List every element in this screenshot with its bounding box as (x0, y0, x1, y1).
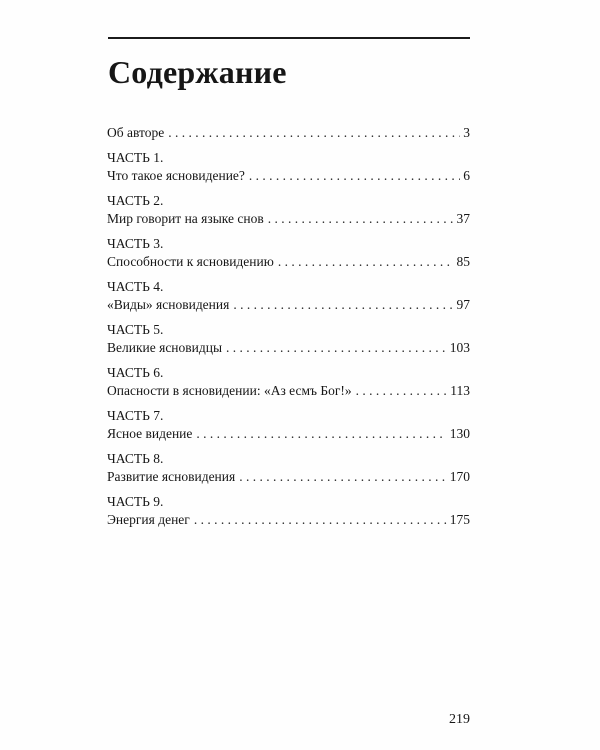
toc-page-number: 97 (456, 297, 470, 312)
toc-entry-title: Мир говорит на языке снов (107, 211, 264, 226)
dot-leader (226, 339, 447, 357)
toc-page-number: 37 (456, 211, 470, 226)
toc-line (107, 253, 470, 271)
part-label: ЧАСТЬ 4. (107, 279, 164, 294)
table-of-contents (107, 124, 470, 536)
toc-entry-title: Способности к ясновидению (107, 254, 274, 269)
part-label: ЧАСТЬ 7. (107, 408, 164, 423)
toc-page-number: 85 (456, 254, 470, 269)
toc-entry-part-9 (107, 493, 470, 529)
part-label: ЧАСТЬ 1. (107, 150, 164, 165)
part-label: ЧАСТЬ 3. (107, 236, 164, 251)
dot-leader (233, 296, 453, 314)
toc-line (107, 167, 470, 185)
toc-page-number: 113 (450, 383, 470, 398)
toc-line (107, 296, 470, 314)
toc-entry-title: Опасности в ясновидении: «Аз есмъ Бог!» (107, 383, 352, 398)
toc-line (107, 468, 470, 486)
toc-entry-part-1 (107, 149, 470, 185)
toc-line (107, 124, 470, 142)
toc-page-number: 103 (449, 340, 470, 355)
dot-leader (249, 167, 460, 185)
dot-leader (239, 468, 447, 486)
toc-entry-part-6 (107, 364, 470, 400)
part-label: ЧАСТЬ 9. (107, 494, 164, 509)
toc-entry-intro (107, 124, 470, 142)
toc-entry-part-3 (107, 235, 470, 271)
page-number: 219 (449, 712, 470, 727)
toc-page-number: 6 (463, 168, 470, 183)
toc-line (107, 382, 470, 400)
dot-leader (268, 210, 454, 228)
dot-leader (356, 382, 448, 400)
toc-entry-part-4 (107, 278, 470, 314)
dot-leader (196, 425, 446, 443)
toc-entry-part-7 (107, 407, 470, 443)
toc-entry-title: Развитие ясновидения (107, 469, 236, 484)
toc-line (107, 425, 470, 443)
toc-entry-part-5 (107, 321, 470, 357)
toc-entry-title: Великие ясновидцы (107, 340, 223, 355)
toc-line (107, 339, 470, 357)
toc-page-number: 3 (463, 125, 470, 140)
dot-leader (168, 124, 460, 142)
dot-leader (194, 511, 447, 529)
toc-line (107, 511, 470, 529)
toc-page-number: 170 (449, 469, 470, 484)
part-label: ЧАСТЬ 2. (107, 193, 164, 208)
toc-entry-part-8 (107, 450, 470, 486)
part-label: ЧАСТЬ 8. (107, 451, 164, 466)
toc-entry-title: Ясное видение (107, 426, 193, 441)
part-label: ЧАСТЬ 6. (107, 365, 164, 380)
toc-entry-title: «Виды» ясновидения (107, 297, 230, 312)
toc-entry-title: Об авторе (107, 125, 165, 140)
part-label: ЧАСТЬ 5. (107, 322, 164, 337)
header-rule (108, 37, 470, 39)
dot-leader (278, 253, 454, 271)
toc-page-number: 130 (449, 426, 470, 441)
toc-page-number: 175 (449, 512, 470, 527)
toc-line (107, 210, 470, 228)
page-title: Содержание (108, 54, 287, 90)
toc-entry-part-2 (107, 192, 470, 228)
toc-entry-title: Что такое ясновидение? (107, 168, 245, 183)
toc-entry-title: Энергия денег (107, 512, 190, 527)
